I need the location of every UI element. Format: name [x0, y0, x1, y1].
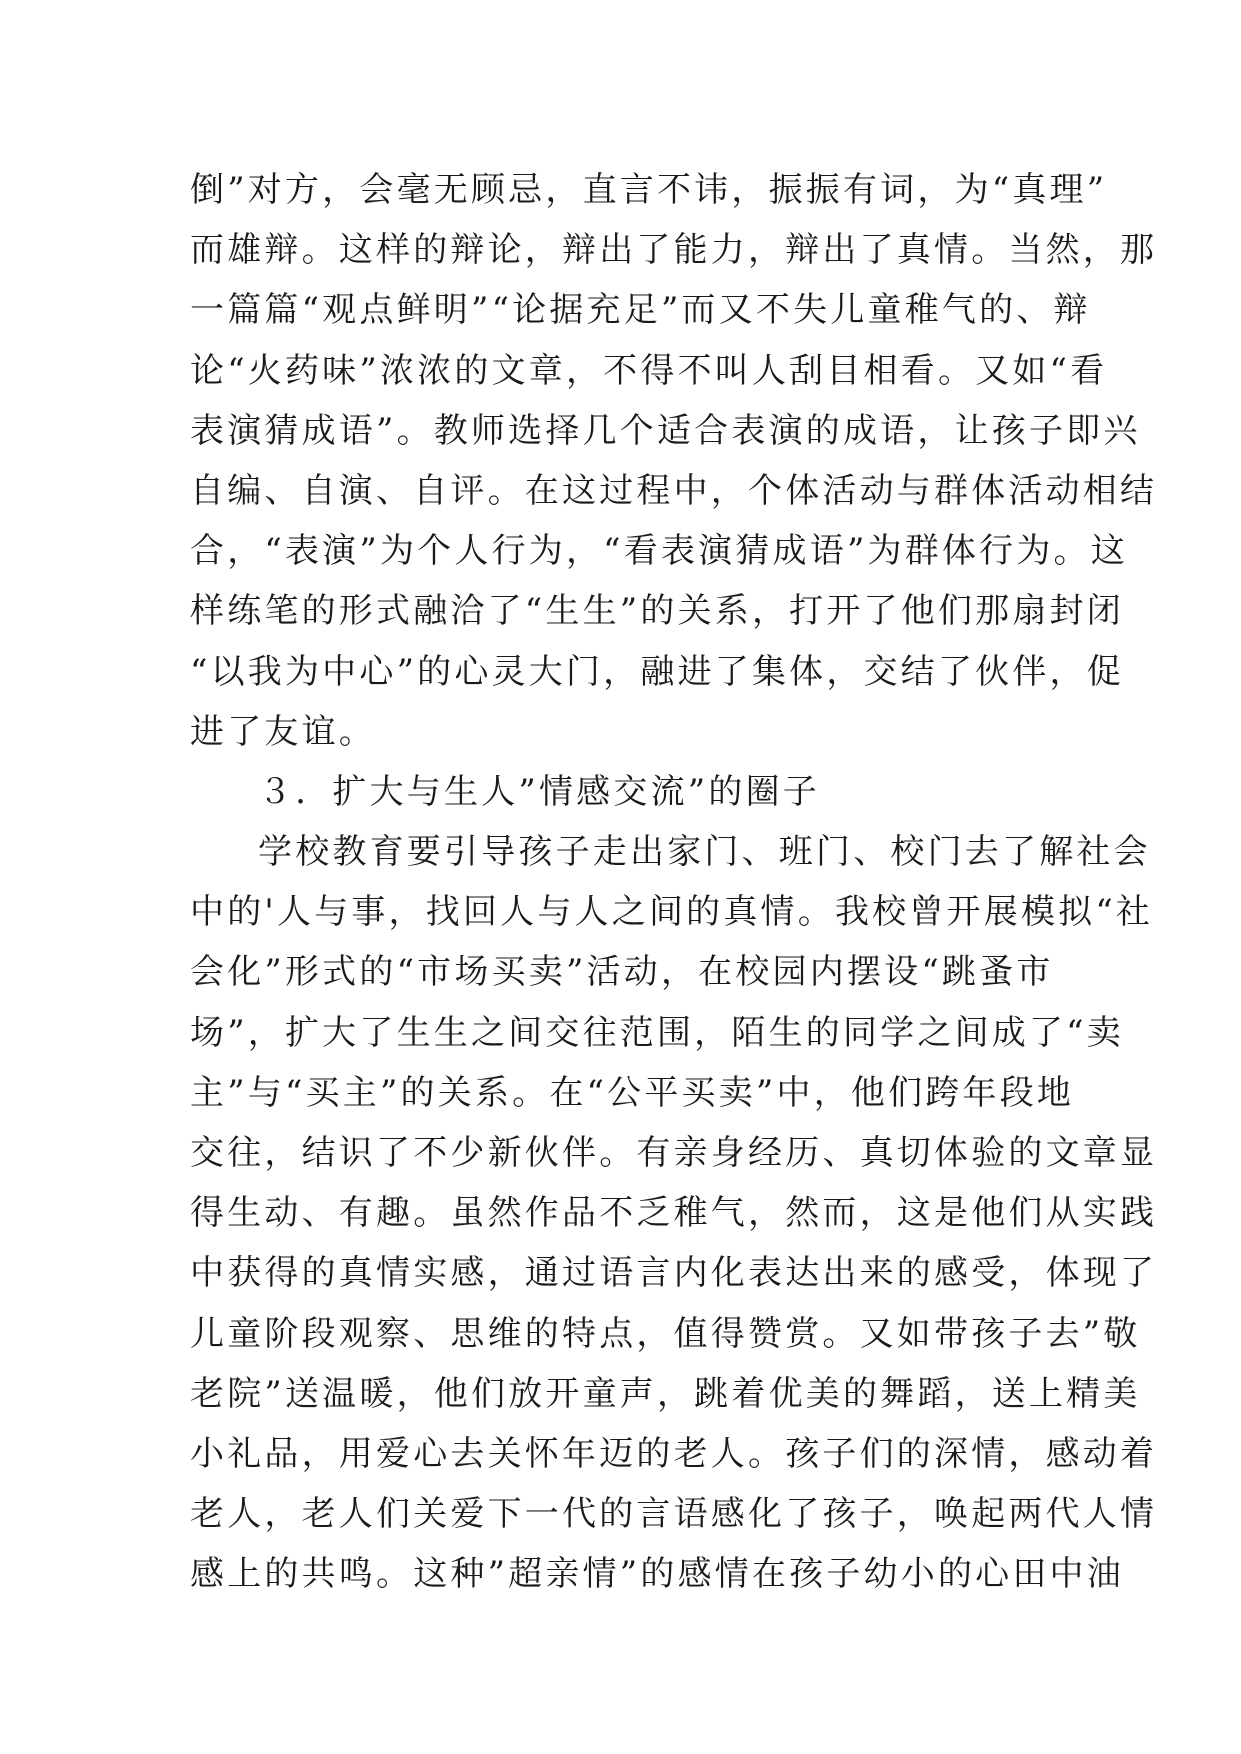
paragraph-first-line: 学校教育要引导孩子走出家门、班门、校门去了解社会: [258, 832, 1151, 873]
text-line: 会化”形式的“市场买卖”活动，在校园内摆设“跳蚤市: [190, 952, 1054, 993]
text-line: 得生动、有趣。虽然作品不乏稚气，然而，这是他们从实践: [190, 1193, 1158, 1234]
text-line: 老院”送温暖，他们放开童声，跳着优美的舞蹈，送上精美: [190, 1373, 1141, 1414]
text-line: 中获得的真情实感，通过语言内化表达出来的感受，体现了: [190, 1253, 1158, 1294]
text-line: 交往，结识了不少新伙伴。有亲身经历、真切体验的文章显: [190, 1133, 1158, 1173]
text-line: 自编、自演、自评。在这过程中，个体活动与群体活动相结: [190, 470, 1158, 511]
text-line: 儿童阶段观察、思维的特点，值得赞赏。又如带孩子去”敬: [190, 1313, 1141, 1354]
text-line: 合，“表演”为个人行为，“看表演猜成语”为群体行为。这: [190, 531, 1128, 572]
text-line: 老人，老人们关爱下一代的言语感化了孩子，唤起两代人情: [190, 1494, 1158, 1535]
text-line: 小礼品，用爱心去关怀年迈的老人。孩子们的深情，感动着: [190, 1433, 1158, 1474]
text-line: 一篇篇“观点鲜明”“论据充足”而又不失儿童稚气的、辩: [190, 290, 1091, 331]
text-line: 主”与“买主”的关系。在“公平买卖”中，他们跨年段地: [190, 1072, 1075, 1113]
text-line: 而雄辩。这样的辩论，辩出了能力，辩出了真情。当然，那: [190, 230, 1158, 271]
text-line: 表演猜成语”。教师选择几个适合表演的成语，让孩子即兴: [190, 410, 1141, 451]
text-line: 样练笔的形式融洽了“生生”的关系，打开了他们那扇封闭: [190, 591, 1124, 632]
text-line: 论“火药味”浓浓的文章，不得不叫人刮目相看。又如“看: [190, 350, 1108, 391]
text-line: 倒”对方，会毫无顾忌，直言不讳，振振有词，为“真理”: [190, 170, 1108, 210]
text-line: 场”，扩大了生生之间交往范围，陌生的同学之间成了“卖: [190, 1012, 1124, 1053]
text-line: “以我为中心”的心灵大门，融进了集体，交结了伙伴，促: [190, 651, 1124, 692]
text-line: 中的'人与事，找回人与人之间的真情。我校曾开展模拟“社: [190, 892, 1154, 933]
text-line: 感上的共鸣。这种”超亲情”的感情在孩子幼小的心田中油: [190, 1554, 1124, 1595]
text-line: 进了友谊。: [190, 711, 376, 752]
document-body: [190, 160, 1158, 1605]
section-heading: ３．扩大与生人”情感交流”的圈子: [258, 771, 820, 812]
